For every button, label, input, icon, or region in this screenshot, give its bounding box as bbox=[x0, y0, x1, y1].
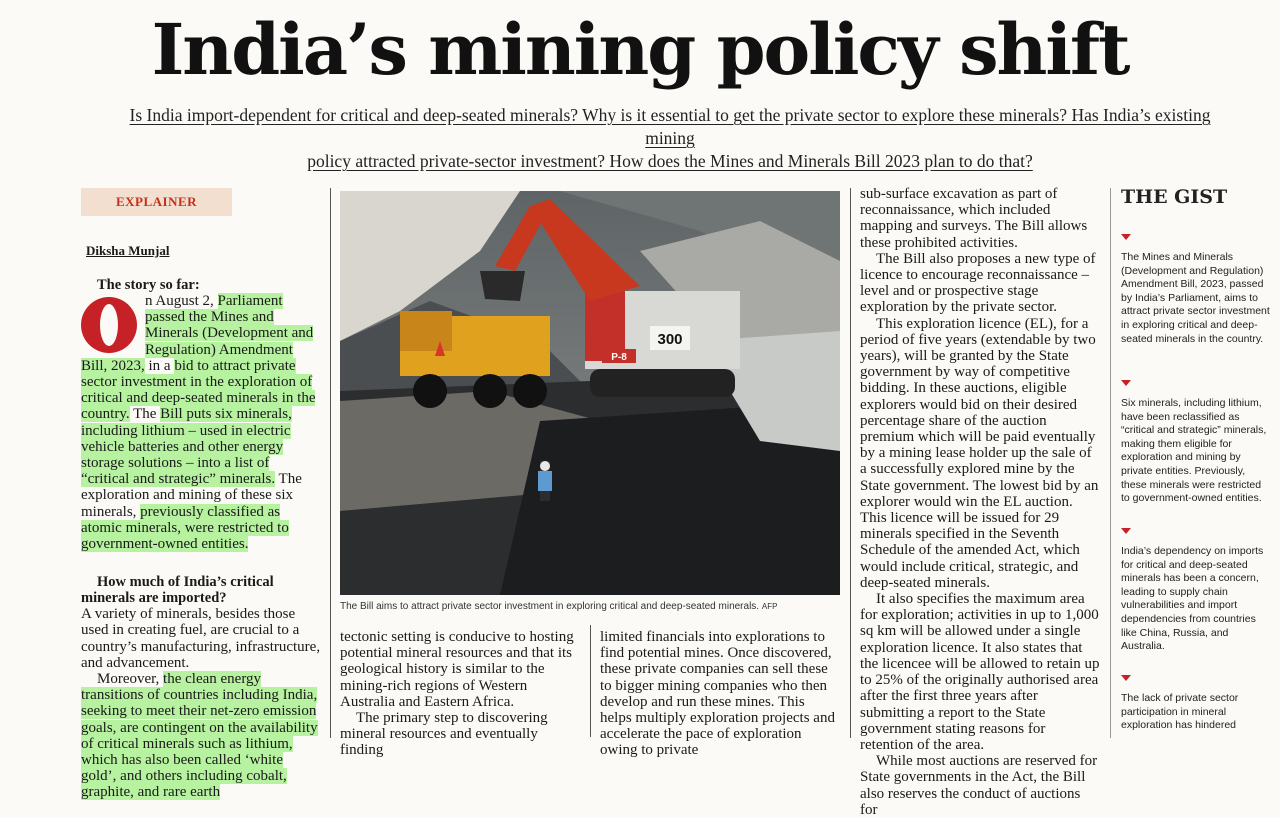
gist-item: The Mines and Minerals (Development and Regulation) Amendment Bill, 2023, passed by India’s Parliament, aims to attract private sector investment in exploring critical and deep-seated minerals in the country. bbox=[1121, 234, 1271, 346]
paragraph: tectonic setting is conducive to hosting potential mineral resources and that its geological history is similar to the mining-rich regions of Western Australia and Eastern Africa. bbox=[340, 629, 574, 710]
headline: India’s mining policy shift bbox=[151, 8, 1129, 91]
red-triangle-bullet-icon bbox=[1121, 675, 1131, 681]
gist-title: THE GIST bbox=[1121, 186, 1228, 208]
mining-photo bbox=[340, 191, 840, 595]
paragraph: limited financials into explorations to find potential mines. Once discovered, these private companies can sell these to bigger mining companies who then develop and run these mines. This helps multiply exploration projects and accelerate the pace of exploration owing to private bbox=[600, 629, 835, 759]
excavator-illustration bbox=[340, 191, 840, 595]
truck-number: 300 bbox=[657, 331, 683, 348]
column-rule bbox=[330, 188, 331, 738]
lead-paragraph: n August 2, Parliament passed the Mines and Minerals (Development and Regulation) Amendment Bill, 2023, in a bid to attract private sector investment in the exploration of critical and deep-seated minerals in the country. The Bill puts six minerals, including lithium – used in electric vehicle batteries and other energy storage solutions – into a list of “critical and strategic” minerals. The exploration and mining of these six minerals, previously classified as atomic minerals, were restricted to government-owned entities. bbox=[81, 293, 316, 553]
gist-item: The lack of private sector participation in mineral exploration has hindered bbox=[1121, 675, 1271, 733]
drop-cap-o bbox=[81, 297, 137, 353]
gist-item: Six minerals, including lithium, have been reclassified as “critical and strategic” minerals, making them eligible for exploration and mining by private entities. Previously, these minerals were restricted to government-owned entities. bbox=[1121, 380, 1271, 506]
photo-credit: AFP bbox=[761, 602, 778, 611]
paragraph: A variety of minerals, besides those used in creating fuel, are crucial to a country’s manufacturing, infrastructure, and advancement. bbox=[81, 606, 321, 671]
caption-text: The Bill aims to attract private sector investment in exploring critical and deep-seated minerals. bbox=[340, 601, 760, 612]
article-column-3 bbox=[600, 629, 840, 759]
standfirst-line-1: Is India import-dependent for critical and deep-seated minerals? Why is it essential to get the private sector to explore these minerals? Has India’s existing mining bbox=[129, 105, 1211, 148]
subhead-imports: How much of India’s critical minerals are imported? bbox=[81, 574, 274, 607]
column-rule bbox=[850, 188, 851, 738]
standfirst bbox=[110, 104, 1230, 173]
red-triangle-bullet-icon bbox=[1121, 380, 1131, 386]
photo-caption bbox=[340, 601, 840, 612]
article-column-1 bbox=[81, 277, 321, 801]
explainer-tag: EXPLAINER bbox=[81, 188, 232, 216]
article-column-2 bbox=[340, 629, 580, 759]
red-triangle-bullet-icon bbox=[1121, 234, 1131, 240]
paragraph: The Bill also proposes a new type of licence to encourage reconnaissance – level and or prospective stage exploration by the private sector. bbox=[860, 250, 1096, 316]
byline: Diksha Munjal bbox=[86, 243, 170, 258]
column-rule bbox=[590, 625, 591, 737]
paragraph: This exploration licence (EL), for a period of five years (extendable by two years), will be granted by the State government by way of competitive bidding. In these auctions, eligible explorers would bid on their desired percentage share of the auction premium which will be paid eventually by a mining lease holder up the sale of a successfully explored mine by the State government. The lowest bid by an explorer would win the EL auction. This licence will be issued for 29 minerals specified in the Seventh Schedule of the amended Act, which would include critical, strategic, and deep-seated minerals. bbox=[860, 315, 1099, 591]
paragraph: sub-surface excavation as part of reconnaissance, which included mapping and surveys. The Bill allows these prohibited activities. bbox=[860, 186, 1088, 251]
paragraph: The primary step to discovering mineral resources and eventually finding bbox=[340, 710, 548, 759]
article-column-4 bbox=[860, 186, 1100, 818]
subhead-story-so-far: The story so far: bbox=[97, 277, 200, 293]
red-triangle-bullet-icon bbox=[1121, 528, 1131, 534]
truck-tag: P-8 bbox=[611, 352, 627, 363]
paragraph: It also specifies the maximum area for exploration; activities in up to 1,000 sq km will be allowed under a single exploration licence. It also states that the licencee will be allowed to retain up to 25% of the originally authorised area after the first three years after submitting a report to the State government stating reasons for retention of the area. bbox=[860, 591, 1100, 753]
gist-item: India’s dependency on imports for critical and deep-seated minerals has been a concern, leading to supply chain vulnerabilities and import dependencies from countries like China, Russia, and Australia. bbox=[1121, 528, 1271, 654]
standfirst-line-2: policy attracted private-sector investment? How does the Mines and Minerals Bill 2023 plan to do that? bbox=[307, 151, 1033, 171]
column-rule bbox=[1110, 188, 1111, 738]
paragraph: While most auctions are reserved for State governments in the Act, the Bill also reserves the conduct of auctions for bbox=[860, 753, 1098, 818]
paragraph: Moreover, the clean energy transitions of countries including India, seeking to meet their net-zero emission goals, are contingent on the availability of critical minerals such as lithium, which has also been called ‘white gold’, and others including cobalt, graphite, and rare earth bbox=[81, 671, 318, 801]
